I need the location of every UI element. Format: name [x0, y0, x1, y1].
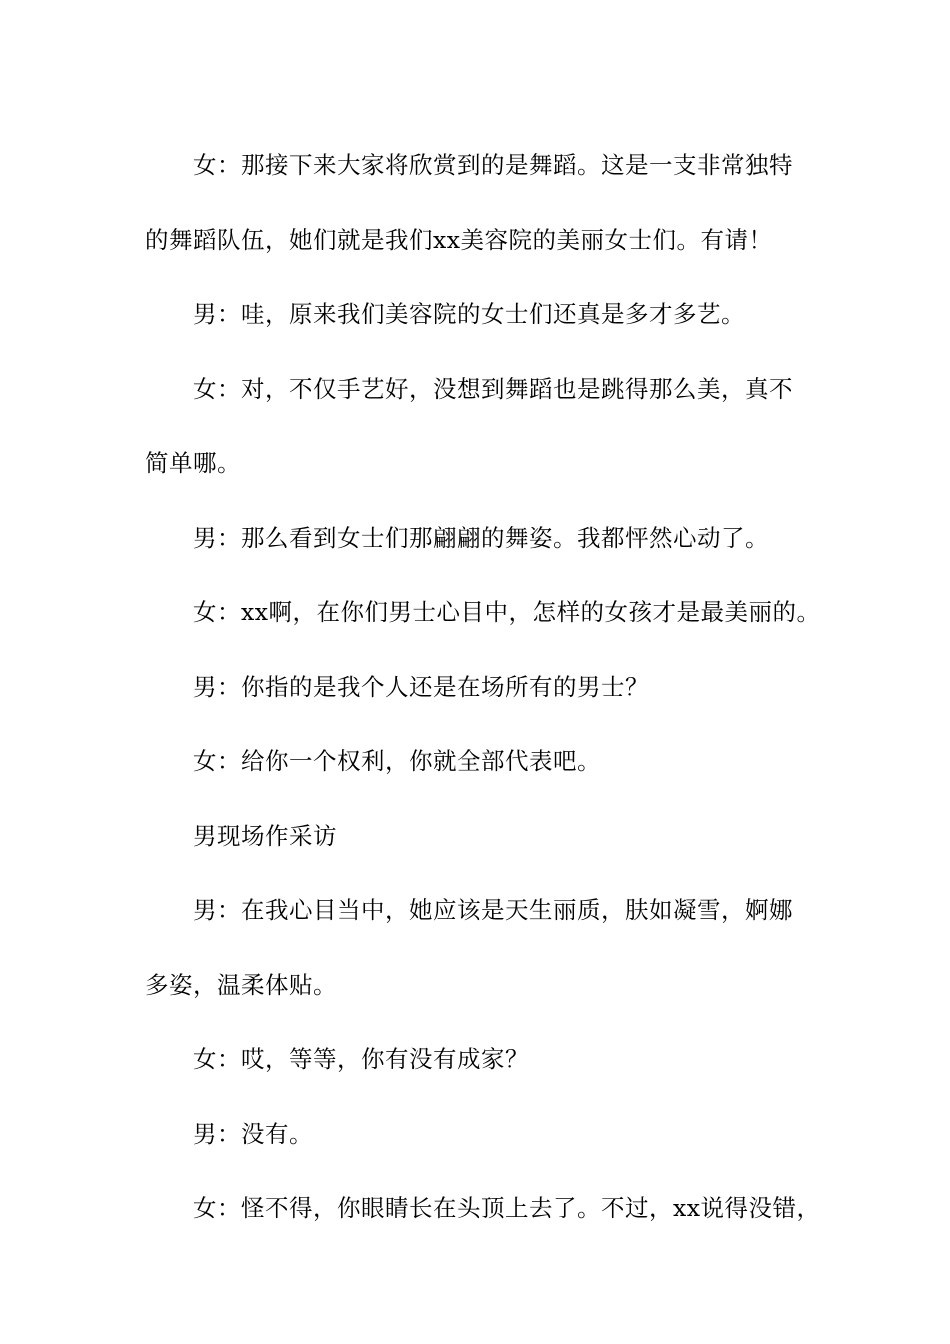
paragraph-line: 男：你指的是我个人还是在场所有的男士？ [193, 672, 649, 701]
paragraph-line: 女：对，不仅手艺好，没想到舞蹈也是跳得那么美，真不 [193, 374, 793, 403]
paragraph-3 [145, 352, 825, 501]
paragraph-line: 女：xx啊，在你们男士心目中，怎样的女孩才是最美丽的。 [193, 598, 821, 626]
paragraph-line: 男：没有。 [193, 1119, 313, 1148]
paragraph-line: 简单哪。 [145, 449, 241, 477]
paragraph-line: 女：怪不得，你眼睛长在头顶上去了。不过，xx说得没错， [193, 1194, 821, 1222]
paragraph-8 [145, 799, 825, 874]
paragraph-12 [145, 1171, 825, 1246]
paragraph-2 [145, 277, 825, 352]
paragraph-9 [145, 873, 825, 1022]
paragraph-line: 多姿，温柔体贴。 [145, 970, 337, 999]
paragraph-line: 女：给你一个权利，你就全部代表吧。 [193, 747, 601, 775]
paragraph-line: 男：在我心目当中，她应该是天生丽质，肤如凝雪，婀娜 [193, 896, 793, 924]
paragraph-4 [145, 501, 825, 576]
paragraph-7 [145, 724, 825, 799]
paragraph-11 [145, 1097, 825, 1172]
paragraph-line: 男：哇，原来我们美容院的女士们还真是多才多艺。 [193, 300, 745, 328]
paragraph-line: 女：那接下来大家将欣赏到的是舞蹈。这是一支非常独特 [193, 151, 793, 179]
paragraph-line: 男现场作采访 [193, 821, 337, 850]
paragraph-line: 男：那么看到女士们那翩翩的舞姿。我都怦然心动了。 [193, 523, 769, 552]
paragraph-10 [145, 1022, 825, 1097]
paragraph-line: 女：哎，等等，你有没有成家？ [193, 1045, 529, 1073]
paragraph-6 [145, 650, 825, 725]
paragraph-5 [145, 575, 825, 650]
paragraph-1 [145, 128, 825, 277]
paragraph-line: 的舞蹈队伍，她们就是我们xx美容院的美丽女士们。有请！ [145, 225, 773, 254]
document-body [145, 128, 825, 1246]
